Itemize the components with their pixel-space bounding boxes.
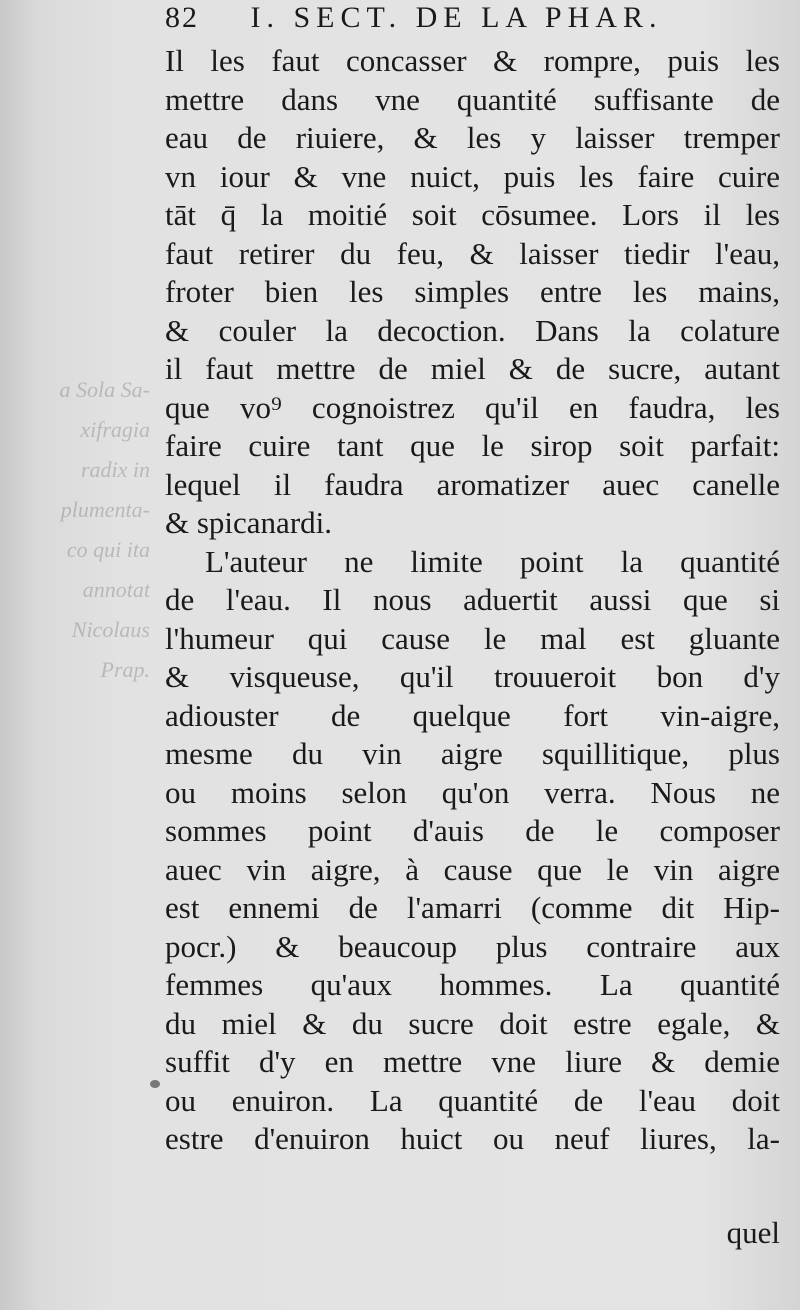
text-line: sommes point d'auis de le composer [165, 813, 780, 848]
bleed-line: co qui ita [66, 537, 150, 562]
page-number: 82 [165, 1, 199, 34]
text-line: pocr.) & beaucoup plus contraire aux [165, 928, 780, 964]
text-line: L'auteur ne limite point la quantité [205, 543, 780, 579]
bleed-line: Prap. [100, 657, 150, 682]
text-line: froter bien les simples entre les mains, [165, 274, 780, 309]
text-line: lequel il faudra aromatizer auec canelle [165, 466, 780, 502]
text-line: il faut mettre de miel & de sucre, autant [165, 351, 780, 386]
text-line: mettre dans vne quantité suffisante de [165, 81, 780, 117]
text-line: ou enuiron. La quantité de l'eau doit [165, 1082, 780, 1118]
text-line: estre d'enuiron huict ou neuf liures, la- [165, 1121, 780, 1156]
bleed-line: plumenta- [60, 497, 150, 522]
text-line: de l'eau. Il nous aduertit aussi que si [165, 582, 780, 617]
text-line: femmes qu'aux hommes. La quantité [165, 967, 780, 1002]
text-line: ou moins selon qu'on verra. Nous ne [165, 774, 780, 810]
text-line: est ennemi de l'amarri (comme dit Hip- [165, 890, 780, 925]
show-through-margin-note [0, 370, 150, 690]
bleed-line: Nicolaus [71, 617, 150, 642]
text-line: vn iour & vne nuict, puis les faire cuire [165, 158, 780, 194]
text-line: & spicanardi. [165, 505, 333, 540]
bleed-line: xifragia [80, 417, 150, 442]
running-title: I. SECT. DE LA PHAR. [250, 1, 663, 34]
text-line: mesme du vin aigre squillitique, plus [165, 736, 780, 771]
text-line: adiouster de quelque fort vin-aigre, [165, 697, 780, 733]
text-line: faut retirer du feu, & laisser tiedir l'eau, [165, 235, 780, 271]
text-line: l'humeur qui cause le mal est gluante [165, 620, 780, 656]
text-line: eau de riuiere, & les y laisser tremper [165, 120, 780, 155]
text-line: auec vin aigre, à cause que le vin aigre [165, 851, 780, 887]
ink-blemish [150, 1080, 160, 1088]
text-line: tāt q̄ la moitié soit cōsumee. Lors il les [165, 197, 780, 232]
text-line: du miel & du sucre doit estre egale, & [165, 1005, 780, 1041]
bleed-line: annotat [82, 577, 150, 602]
text-line: & visqueuse, qu'il trouueroit bon d'y [165, 659, 780, 694]
text-line: que vo⁹ cognoistrez qu'il en faudra, les [165, 389, 780, 425]
text-line: Il les faut concasser & rompre, puis les [165, 43, 780, 78]
body-text [165, 42, 780, 1159]
bleed-line: radix in [80, 457, 150, 482]
text-line: faire cuire tant que le sirop soit parfait: [165, 428, 780, 463]
catchword: quel [726, 1215, 780, 1250]
text-line: & couler la decoction. Dans la colature [165, 312, 780, 348]
bleed-line: a Sola Sa- [59, 377, 150, 402]
text-line: suffit d'y en mettre vne liure & demie [165, 1044, 780, 1079]
running-header [165, 0, 725, 40]
